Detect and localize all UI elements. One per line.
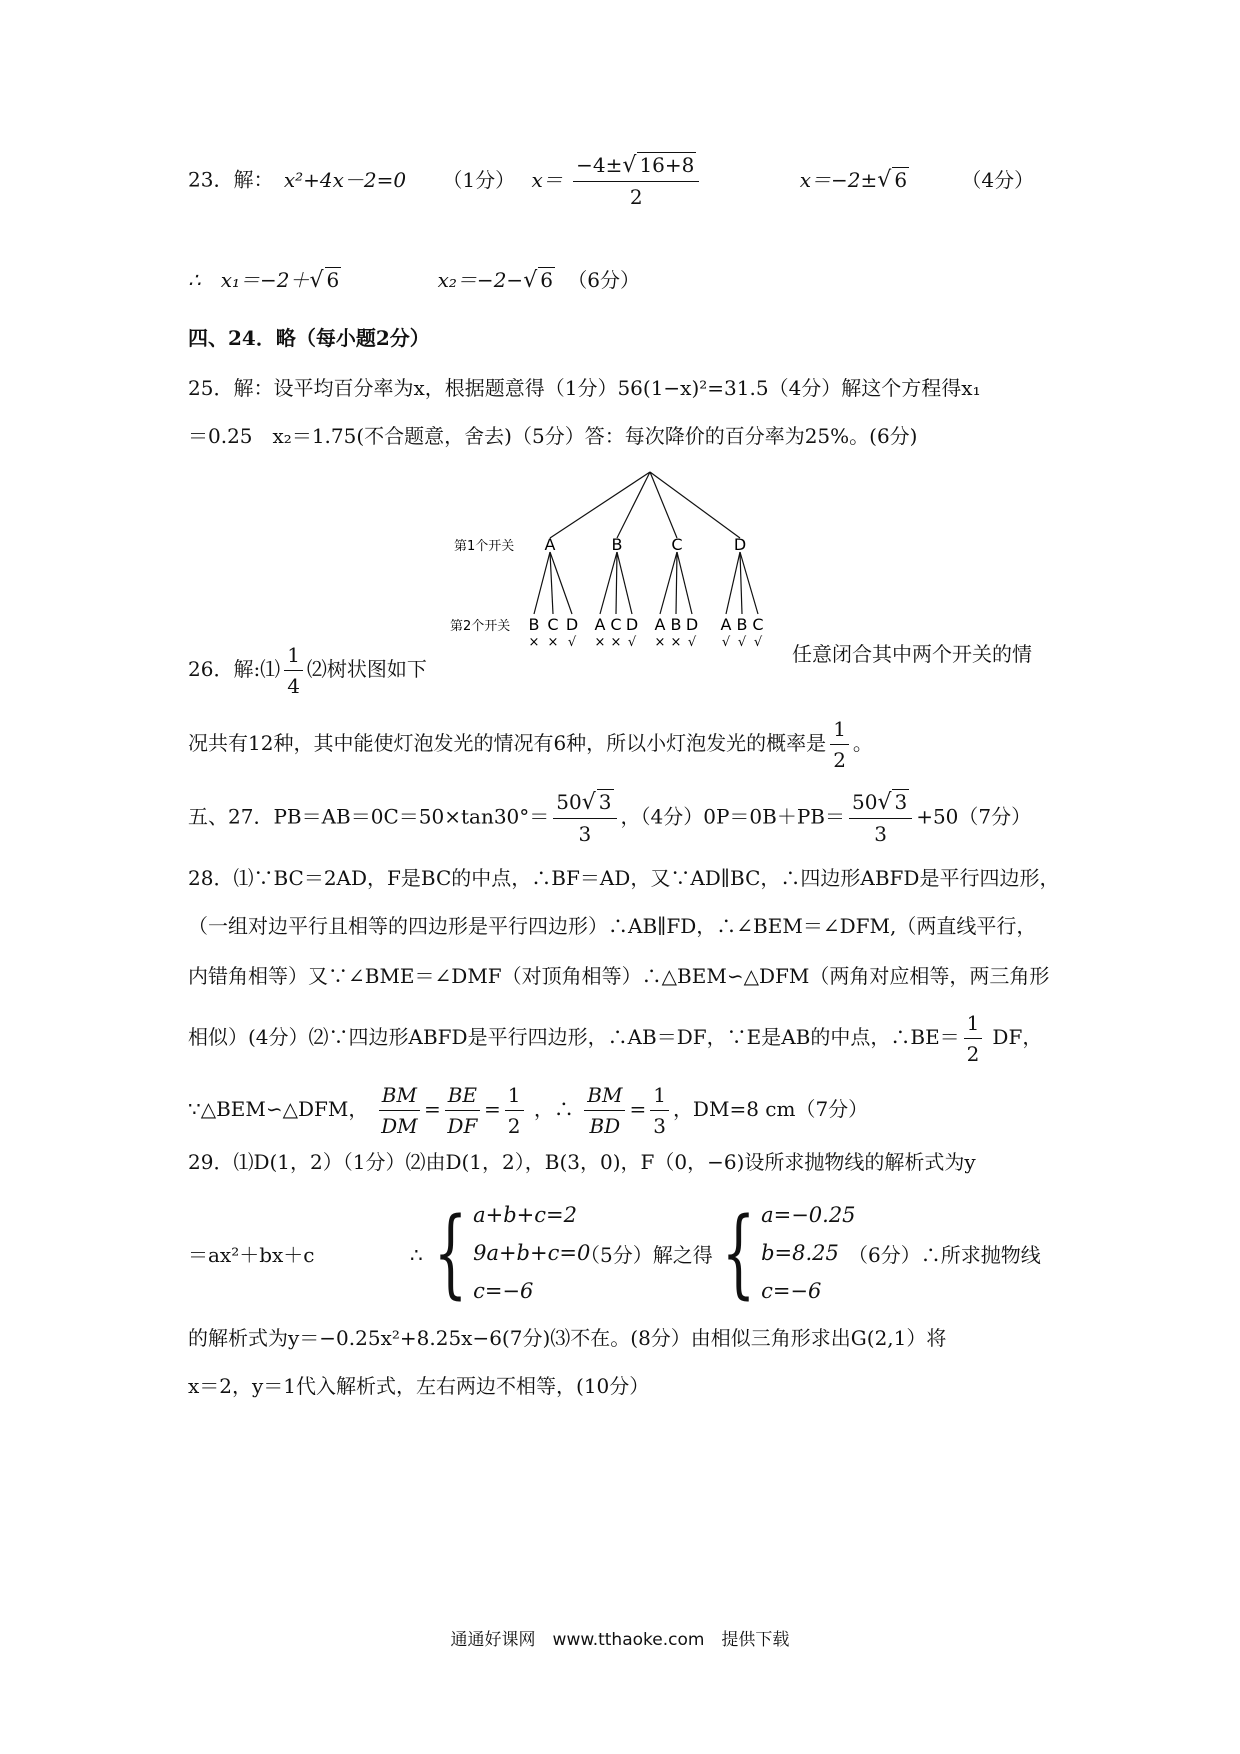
q28-ratio-half — [505, 1080, 524, 1141]
q26-mid: ⑵树状图如下 — [306, 657, 427, 681]
q28-half-num: 1 — [964, 1008, 983, 1039]
q29-system1 — [428, 1196, 596, 1310]
q23-result: x＝−2± — [799, 167, 878, 192]
tree-mark: × — [528, 635, 540, 650]
q29-score5: （5分）解之得 — [580, 1243, 713, 1267]
tree-node-a: A — [544, 535, 556, 554]
tree-mark: × — [547, 635, 559, 650]
tree-leaf: A — [654, 615, 666, 634]
q26-line2 — [188, 714, 873, 775]
tree-leaf: D — [565, 615, 579, 634]
q23-root2: x₂＝−2− — [437, 268, 524, 292]
q23-root1: ∴ x₁＝−2＋ — [188, 268, 310, 292]
q28-ratio-bm-bd — [584, 1080, 625, 1141]
q23-score1: （1分） — [442, 167, 516, 192]
q23-line1: 23．解： x²+4x－2=0 （1分） x＝ $\frac{-4\pm√ 16+8}{2}$ x＝−2±√ 6 （4分） — [188, 150, 1034, 212]
q28-r5n: 1 — [650, 1080, 669, 1111]
q28-r3d: 2 — [507, 1114, 521, 1138]
q26-end: 。 — [852, 731, 873, 755]
q23-line2: ∴ x₁＝−2＋√ 6 x₂＝−2−√ 6 （6分） — [188, 268, 641, 293]
q28-line4b: DF， — [992, 1025, 1043, 1049]
brace-icon: { — [433, 1197, 468, 1309]
q23-score6: （6分） — [567, 268, 641, 292]
tree-leaf: A — [720, 615, 732, 634]
q26-line1 — [188, 640, 427, 701]
tree-mark: √ — [721, 635, 731, 650]
q27-tail: +50（7分） — [916, 804, 1032, 829]
q27-f2-rad: 3 — [894, 790, 908, 814]
q23-root2-rad: 6 — [540, 268, 553, 292]
tree-diagram — [450, 470, 790, 660]
tree-marks — [529, 635, 763, 650]
q28-r2d: DF — [447, 1114, 478, 1138]
tree-leaf: D — [685, 615, 699, 634]
q28-r5d: 3 — [653, 1114, 666, 1138]
q28-half-den: 2 — [966, 1042, 980, 1066]
q23-den: 2 — [629, 185, 643, 209]
tree-leaf: C — [547, 615, 559, 634]
q28-line1: 28．⑴∵BC＝2AD，F是BC的中点，∴BF＝AD，又∵AD∥BC，∴四边形ABFD是平行四边形， — [188, 866, 1060, 890]
q23-root1-rad: 6 — [326, 268, 340, 292]
q27-lead: 五、27．PB＝AB＝0C＝50×tan30°＝ — [188, 804, 550, 829]
q28-r4d: BD — [589, 1114, 621, 1138]
q26-tail: 任意闭合其中两个开关的情 — [792, 642, 1032, 666]
q28-ratio-third — [650, 1080, 669, 1141]
q27-f2-den: 3 — [874, 822, 887, 846]
q26-frac-num: 1 — [284, 640, 303, 671]
q23-result-rad: 6 — [894, 167, 908, 192]
q28-ratio-be-df — [445, 1080, 480, 1141]
q27-mid: ，（4分）0P＝0B＋PB＝ — [620, 804, 845, 829]
q28-r3n: 1 — [505, 1080, 524, 1111]
q27-fraction1: $\frac{50√ 3}{3}$ — [553, 787, 616, 849]
q26-p-num: 1 — [830, 714, 849, 745]
q29-line4: x＝2，y＝1代入解析式，左右两边不相等，(10分） — [188, 1374, 650, 1398]
tree-leaf: B — [736, 615, 748, 634]
tree-level2-label: 第2个开关 — [450, 619, 511, 634]
q29-eq3: c=−6 — [473, 1279, 534, 1303]
tree-leaf: B — [528, 615, 540, 634]
q28-r2n: BE — [445, 1080, 480, 1111]
q27-fraction2: $\frac{50√ 3}{3}$ — [849, 787, 912, 849]
tree-mark: × — [654, 635, 666, 650]
q23-equation: x²+4x－2=0 — [283, 167, 407, 192]
q23-fraction: $\frac{-4\pm√ 16+8}{2}$ — [573, 150, 699, 212]
tree-node-b: B — [611, 535, 623, 554]
q27-f2-num: 50 — [851, 790, 878, 814]
q27-f-den: 3 — [578, 822, 592, 846]
q29-eq1: a+b+c=2 — [473, 1203, 577, 1227]
tree-leaf: C — [752, 615, 764, 634]
tree-leaf: C — [610, 615, 622, 634]
q27-f-num: 50 — [556, 790, 582, 814]
q28-line5: ∵△BEM∽△DFM， $\frac{BM}{DM}$ = $\frac{BE}{DF}$ = $\frac{1}{2}$ ，∴ $\frac{BM}{BD}$ = $\frac{1}{3}$ ，DM=8 cm（7分） — [188, 1080, 868, 1141]
brace-icon: { — [721, 1197, 756, 1309]
q23-radicand: 16+8 — [639, 153, 695, 177]
tree-level2-nodes — [529, 615, 764, 634]
q23-num: −4± — [576, 153, 623, 177]
q23-lead: 23．解： — [188, 167, 274, 192]
q23-x-eq: x＝ — [531, 167, 563, 192]
tree-mark: √ — [737, 635, 747, 650]
tree-level1-label: 第1个开关 — [454, 539, 515, 554]
q28-line3: 内错角相等）又∵∠BME＝∠DMF（对顶角相等）∴△BEM∽△DFM（两角对应相等，两三角形 — [188, 964, 1050, 988]
q29-sol-b: b=8.25 — [761, 1241, 839, 1265]
tree-mark: × — [594, 635, 606, 650]
q28-line5a: ∵△BEM∽△DFM， — [188, 1097, 369, 1121]
q28-line5c: ，DM=8 cm（7分） — [672, 1097, 869, 1121]
q29-sol-a: a=−0.25 — [761, 1203, 856, 1227]
q29-general-form: ＝ax²＋bx＋c — [188, 1243, 315, 1267]
q26-line2-text: 况共有12种，其中能使灯泡发光的情况有6种，所以小灯泡发光的概率是 — [188, 731, 827, 755]
q27-line — [188, 787, 1031, 849]
q26-lead: 26．解:⑴ — [188, 657, 281, 681]
q26-frac-den: 4 — [287, 674, 300, 698]
tree-mark: × — [670, 635, 682, 650]
q28-line4a: 相似）(4分）⑵∵四边形ABFD是平行四边形，∴AB＝DF，∵E是AB的中点，∴BE＝ — [188, 1025, 960, 1049]
tree-mark: × — [610, 635, 622, 650]
tree-leaf: D — [625, 615, 639, 634]
q28-line4 — [188, 1008, 1042, 1069]
q25-line1: 25．解：设平均百分率为x，根据题意得（1分）56(1−x)²=31.5（4分）解这个方程得x₁ — [188, 376, 981, 400]
q24-line: 四、24．略（每小题2分） — [188, 326, 430, 350]
tree-mark: √ — [687, 635, 697, 650]
tree-branches — [534, 472, 758, 614]
q28-r4n: BM — [584, 1080, 625, 1111]
q28-r1d: DM — [381, 1114, 418, 1138]
q29-line3: 的解析式为y＝−0.25x²+8.25x−6(7分)⑶不在。(8分）由相似三角形求出G(2,1）将 — [188, 1326, 947, 1350]
q27-f-rad: 3 — [598, 790, 612, 814]
q28-ratio-bm-dm — [379, 1080, 420, 1141]
q28-line2: （一组对边平行且相等的四边形是平行四边形）∴AB∥FD，∴∠BEM＝∠DFM,（两直线平行， — [188, 914, 1037, 938]
q29-therefore: ∴ — [410, 1243, 423, 1267]
tree-mark: √ — [753, 635, 763, 650]
tree-node-c: C — [671, 535, 683, 554]
tree-leaf: B — [670, 615, 682, 634]
q28-line5b: ，∴ — [533, 1097, 574, 1121]
q29-line1: 29．⑴D(1，2）（1分）⑵由D(1，2），B(3，0)，F（0，−6)设所求抛物线的解析式为y — [188, 1150, 976, 1174]
q29-eq2: 9a+b+c=0 — [473, 1241, 591, 1265]
q26-fraction — [284, 640, 303, 701]
tree-leaf: A — [594, 615, 606, 634]
footer-source: 通通好课网 www.tthaoke.com 提供下载 — [450, 1630, 790, 1650]
tree-mark: √ — [627, 635, 637, 650]
q29-score6: （6分）∴所求抛物线 — [848, 1243, 1041, 1267]
q28-half — [964, 1008, 983, 1069]
q29-system2 — [716, 1196, 862, 1310]
q26-probability — [830, 714, 849, 775]
q26-p-den: 2 — [833, 748, 846, 772]
q29-sol-c: c=−6 — [761, 1279, 822, 1303]
q23-score4: （4分） — [961, 167, 1035, 192]
q25-line2: ＝0.25 x₂＝1.75(不合题意，舍去)（5分）答：每次降价的百分率为25%。(6分) — [188, 424, 918, 448]
tree-mark: √ — [567, 635, 577, 650]
tree-node-d: D — [733, 535, 747, 554]
q28-r1n: BM — [379, 1080, 420, 1111]
tree-level1-nodes — [545, 535, 747, 554]
